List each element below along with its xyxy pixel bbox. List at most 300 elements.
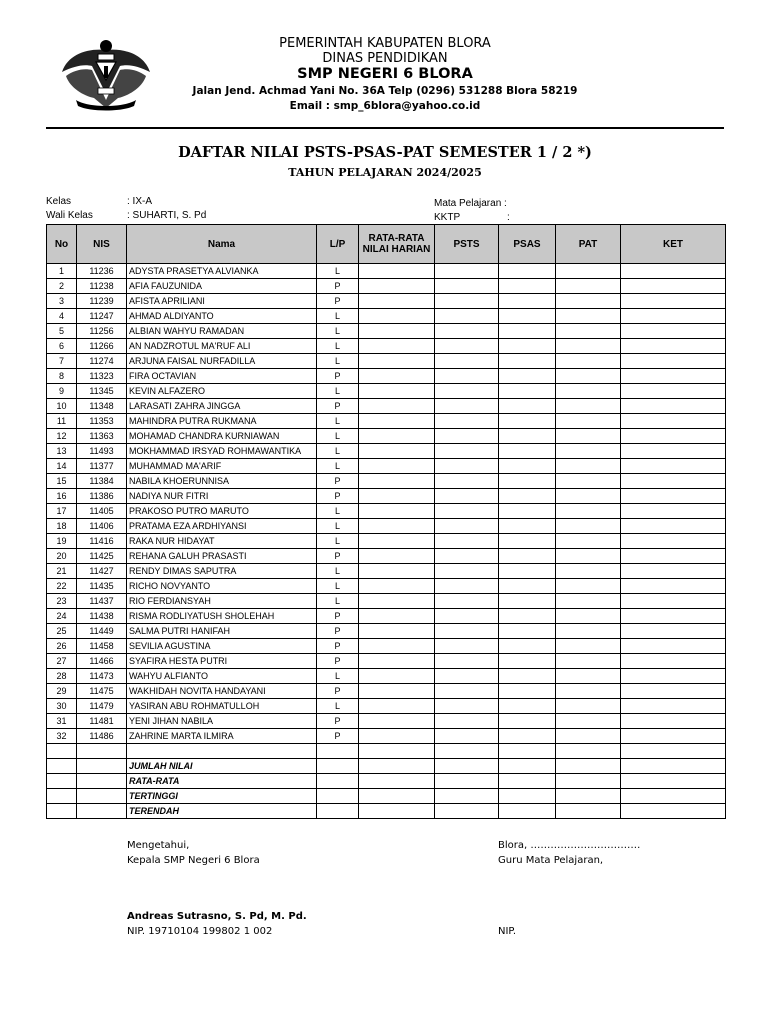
cell-nama: RIO FERDIANSYAH [127, 594, 317, 609]
cell-psts [435, 519, 499, 534]
cell-psts [435, 354, 499, 369]
cell-psas [499, 594, 556, 609]
cell-no [47, 744, 77, 759]
cell-psts [435, 594, 499, 609]
cell-psts [435, 459, 499, 474]
cell-pat [556, 579, 621, 594]
summary-label: TERENDAH [127, 804, 317, 819]
footer-principal-nip: NIP. 19710104 199802 1 002 [127, 926, 273, 937]
cell-no: 26 [47, 639, 77, 654]
cell-psas [499, 519, 556, 534]
footer-acknowledged: Mengetahui, [127, 840, 190, 851]
cell-rata-rata [359, 564, 435, 579]
cell-rata-rata [359, 339, 435, 354]
cell-no: 2 [47, 279, 77, 294]
cell-psts [435, 384, 499, 399]
table-row [47, 714, 726, 729]
cell-nama: WAHYU ALFIANTO [127, 669, 317, 684]
cell-no: 11 [47, 414, 77, 429]
cell-rata-rata [359, 459, 435, 474]
cell-pat [556, 699, 621, 714]
cell-lp: L [317, 339, 359, 354]
cell-ket [621, 549, 726, 564]
cell-nama: SALMA PUTRI HANIFAH [127, 624, 317, 639]
cell-ket [621, 309, 726, 324]
cell-rata-rata [359, 654, 435, 669]
cell-nis: 11384 [77, 474, 127, 489]
cell-nis: 11386 [77, 489, 127, 504]
cell-psts [435, 369, 499, 384]
cell-rata-rata [359, 744, 435, 759]
cell-psas [499, 759, 556, 774]
cell-ket [621, 564, 726, 579]
cell-nis: 11449 [77, 624, 127, 639]
cell-rata-rata [359, 684, 435, 699]
cell-ket [621, 759, 726, 774]
cell-pat [556, 264, 621, 279]
cell-lp: P [317, 294, 359, 309]
cell-pat [556, 729, 621, 744]
cell-psts [435, 624, 499, 639]
cell-nama: MOHAMAD CHANDRA KURNIAWAN [127, 429, 317, 444]
cell-nama: ADYSTA PRASETYA ALVIANKA [127, 264, 317, 279]
cell-no: 23 [47, 594, 77, 609]
cell-rata-rata [359, 444, 435, 459]
cell-nama: RICHO NOVYANTO [127, 579, 317, 594]
cell-psts [435, 339, 499, 354]
cell-ket [621, 264, 726, 279]
col-header-nama: Nama [127, 225, 317, 264]
cell-rata-rata [359, 279, 435, 294]
cell-no [47, 789, 77, 804]
cell-lp [317, 774, 359, 789]
cell-pat [556, 759, 621, 774]
cell-psas [499, 744, 556, 759]
cell-lp: P [317, 369, 359, 384]
cell-nama: AN NADZROTUL MA'RUF ALI [127, 339, 317, 354]
cell-rata-rata [359, 354, 435, 369]
cell-ket [621, 669, 726, 684]
table-row [47, 594, 726, 609]
cell-nis: 11239 [77, 294, 127, 309]
cell-rata-rata [359, 549, 435, 564]
cell-psas [499, 369, 556, 384]
cell-no: 27 [47, 654, 77, 669]
cell-no: 5 [47, 324, 77, 339]
cell-psas [499, 429, 556, 444]
cell-nis: 11473 [77, 669, 127, 684]
header-department: DINAS PENDIDIKAN [322, 51, 448, 66]
cell-nama: KEVIN ALFAZERO [127, 384, 317, 399]
cell-lp: P [317, 549, 359, 564]
cell-lp: P [317, 279, 359, 294]
cell-psas [499, 534, 556, 549]
cell-rata-rata [359, 414, 435, 429]
cell-rata-rata [359, 504, 435, 519]
cell-nama: PRAKOSO PUTRO MARUTO [127, 504, 317, 519]
cell-lp: L [317, 519, 359, 534]
cell-pat [556, 399, 621, 414]
cell-rata-rata [359, 264, 435, 279]
cell-pat [556, 354, 621, 369]
cell-psas [499, 609, 556, 624]
cell-nama [127, 744, 317, 759]
cell-ket [621, 789, 726, 804]
cell-psas [499, 624, 556, 639]
cell-nis: 11274 [77, 354, 127, 369]
cell-no: 28 [47, 669, 77, 684]
cell-rata-rata [359, 639, 435, 654]
cell-ket [621, 579, 726, 594]
kelas-label: Kelas [46, 196, 72, 207]
cell-pat [556, 534, 621, 549]
cell-rata-rata [359, 714, 435, 729]
cell-psas [499, 729, 556, 744]
cell-psts [435, 729, 499, 744]
col-header-pat: PAT [556, 225, 621, 264]
cell-lp: L [317, 669, 359, 684]
table-row [47, 459, 726, 474]
cell-psas [499, 309, 556, 324]
cell-ket [621, 654, 726, 669]
table-row [47, 504, 726, 519]
cell-no: 29 [47, 684, 77, 699]
cell-rata-rata [359, 324, 435, 339]
cell-pat [556, 594, 621, 609]
cell-psts [435, 474, 499, 489]
cell-ket [621, 294, 726, 309]
cell-pat [556, 429, 621, 444]
cell-no: 18 [47, 519, 77, 534]
cell-psas [499, 294, 556, 309]
cell-nama: MOKHAMMAD IRSYAD ROHMAWANTIKA [127, 444, 317, 459]
table-row [47, 384, 726, 399]
header-government: PEMERINTAH KABUPATEN BLORA [279, 36, 491, 51]
cell-no: 19 [47, 534, 77, 549]
cell-psas [499, 564, 556, 579]
cell-nama: AFIA FAUZUNIDA [127, 279, 317, 294]
cell-pat [556, 684, 621, 699]
cell-no: 32 [47, 729, 77, 744]
cell-ket [621, 489, 726, 504]
cell-psts [435, 429, 499, 444]
cell-ket [621, 684, 726, 699]
header-email: Email : smp_6blora@yahoo.co.id [289, 100, 481, 112]
cell-lp: P [317, 489, 359, 504]
cell-psas [499, 579, 556, 594]
cell-rata-rata [359, 759, 435, 774]
cell-no: 12 [47, 429, 77, 444]
cell-nama: REHANA GALUH PRASASTI [127, 549, 317, 564]
cell-ket [621, 699, 726, 714]
cell-pat [556, 504, 621, 519]
cell-rata-rata [359, 474, 435, 489]
cell-lp: L [317, 324, 359, 339]
cell-pat [556, 309, 621, 324]
cell-nis: 11363 [77, 429, 127, 444]
cell-pat [556, 369, 621, 384]
cell-nama: FIRA OCTAVIAN [127, 369, 317, 384]
cell-nama: NADIYA NUR FITRI [127, 489, 317, 504]
cell-psas [499, 459, 556, 474]
cell-pat [556, 774, 621, 789]
table-row [47, 414, 726, 429]
col-header-rata-rata: RATA-RATA NILAI HARIAN [359, 225, 435, 264]
cell-psts [435, 639, 499, 654]
cell-nis: 11438 [77, 609, 127, 624]
cell-nama: WAKHIDAH NOVITA HANDAYANI [127, 684, 317, 699]
cell-nama: YASIRAN ABU ROHMATULLOH [127, 699, 317, 714]
cell-rata-rata [359, 399, 435, 414]
cell-psts [435, 324, 499, 339]
cell-nis: 11247 [77, 309, 127, 324]
cell-lp: P [317, 639, 359, 654]
summary-label: RATA-RATA [127, 774, 317, 789]
cell-no: 21 [47, 564, 77, 579]
cell-pat [556, 489, 621, 504]
cell-nama: LARASATI ZAHRA JINGGA [127, 399, 317, 414]
col-header-nis: NIS [77, 225, 127, 264]
cell-pat [556, 474, 621, 489]
table-row [47, 429, 726, 444]
document-title: DAFTAR NILAI PSTS-PSAS-PAT SEMESTER 1 / 2 *) [178, 144, 592, 161]
table-row-blank [47, 744, 726, 759]
cell-nama: ARJUNA FAISAL NURFADILLA [127, 354, 317, 369]
wali-kelas-label: Wali Kelas [46, 210, 93, 221]
cell-no: 8 [47, 369, 77, 384]
cell-ket [621, 444, 726, 459]
table-row [47, 699, 726, 714]
summary-row [47, 804, 726, 819]
cell-psts [435, 489, 499, 504]
cell-nis: 11425 [77, 549, 127, 564]
cell-nis: 11486 [77, 729, 127, 744]
cell-psas [499, 669, 556, 684]
cell-rata-rata [359, 789, 435, 804]
table-row [47, 279, 726, 294]
cell-rata-rata [359, 384, 435, 399]
cell-nis: 11236 [77, 264, 127, 279]
cell-pat [556, 609, 621, 624]
cell-psas [499, 414, 556, 429]
cell-lp [317, 789, 359, 804]
cell-ket [621, 474, 726, 489]
footer-teacher-nip: NIP. [498, 926, 517, 937]
cell-nama: AHMAD ALDIYANTO [127, 309, 317, 324]
cell-lp: L [317, 534, 359, 549]
table-row [47, 339, 726, 354]
cell-ket [621, 519, 726, 534]
cell-nis: 11266 [77, 339, 127, 354]
cell-psas [499, 384, 556, 399]
cell-nama: ALBIAN WAHYU RAMADAN [127, 324, 317, 339]
document-subtitle: TAHUN PELAJARAN 2024/2025 [288, 166, 482, 179]
cell-nis: 11256 [77, 324, 127, 339]
cell-ket [621, 369, 726, 384]
cell-psas [499, 549, 556, 564]
cell-lp: L [317, 264, 359, 279]
cell-psas [499, 654, 556, 669]
table-row [47, 294, 726, 309]
cell-rata-rata [359, 519, 435, 534]
cell-psas [499, 279, 556, 294]
cell-rata-rata [359, 534, 435, 549]
cell-nis: 11479 [77, 699, 127, 714]
cell-nis: 11406 [77, 519, 127, 534]
mata-pelajaran-label: Mata Pelajaran : [434, 198, 507, 209]
cell-psas [499, 339, 556, 354]
cell-psts [435, 444, 499, 459]
cell-rata-rata [359, 369, 435, 384]
cell-no: 17 [47, 504, 77, 519]
cell-pat [556, 654, 621, 669]
col-header-ket: KET [621, 225, 726, 264]
cell-nama: RISMA RODLIYATUSH SHOLEHAH [127, 609, 317, 624]
cell-no [47, 804, 77, 819]
cell-rata-rata [359, 774, 435, 789]
cell-nis [77, 759, 127, 774]
cell-lp: P [317, 714, 359, 729]
cell-ket [621, 534, 726, 549]
cell-nama: PRATAMA EZA ARDHIYANSI [127, 519, 317, 534]
cell-psts [435, 504, 499, 519]
cell-psas [499, 264, 556, 279]
cell-no: 4 [47, 309, 77, 324]
cell-ket [621, 774, 726, 789]
cell-psts [435, 414, 499, 429]
cell-ket [621, 729, 726, 744]
cell-psas [499, 399, 556, 414]
cell-lp [317, 804, 359, 819]
cell-no: 9 [47, 384, 77, 399]
cell-pat [556, 414, 621, 429]
cell-pat [556, 444, 621, 459]
cell-ket [621, 459, 726, 474]
kktp-label: KKTP [434, 212, 461, 223]
cell-pat [556, 789, 621, 804]
cell-lp: L [317, 354, 359, 369]
cell-pat [556, 384, 621, 399]
cell-rata-rata [359, 429, 435, 444]
cell-ket [621, 714, 726, 729]
cell-lp: L [317, 414, 359, 429]
cell-no: 1 [47, 264, 77, 279]
table-row [47, 624, 726, 639]
table-row [47, 654, 726, 669]
table-row [47, 474, 726, 489]
cell-rata-rata [359, 669, 435, 684]
cell-nis: 11238 [77, 279, 127, 294]
cell-ket [621, 504, 726, 519]
cell-nis: 11353 [77, 414, 127, 429]
cell-psts [435, 609, 499, 624]
cell-ket [621, 639, 726, 654]
cell-pat [556, 624, 621, 639]
cell-pat [556, 714, 621, 729]
cell-nis: 11435 [77, 579, 127, 594]
table-row [47, 369, 726, 384]
cell-no: 25 [47, 624, 77, 639]
cell-psts [435, 759, 499, 774]
cell-no: 22 [47, 579, 77, 594]
cell-lp: L [317, 309, 359, 324]
cell-nis: 11475 [77, 684, 127, 699]
cell-lp [317, 744, 359, 759]
cell-lp: P [317, 399, 359, 414]
table-row [47, 549, 726, 564]
cell-lp: L [317, 564, 359, 579]
cell-no: 13 [47, 444, 77, 459]
cell-pat [556, 519, 621, 534]
cell-psas [499, 324, 556, 339]
cell-pat [556, 294, 621, 309]
cell-psts [435, 534, 499, 549]
cell-psts [435, 774, 499, 789]
cell-lp: P [317, 684, 359, 699]
cell-psas [499, 789, 556, 804]
col-header-psas: PSAS [499, 225, 556, 264]
col-header-psts: PSTS [435, 225, 499, 264]
cell-nama: SEVILIA AGUSTINA [127, 639, 317, 654]
cell-rata-rata [359, 699, 435, 714]
cell-lp: L [317, 384, 359, 399]
cell-psas [499, 714, 556, 729]
cell-no [47, 759, 77, 774]
cell-pat [556, 804, 621, 819]
cell-ket [621, 339, 726, 354]
cell-ket [621, 804, 726, 819]
cell-nis [77, 744, 127, 759]
table-row [47, 399, 726, 414]
cell-psts [435, 564, 499, 579]
cell-nis: 11427 [77, 564, 127, 579]
cell-rata-rata [359, 624, 435, 639]
table-row [47, 669, 726, 684]
cell-pat [556, 324, 621, 339]
col-header-no: No [47, 225, 77, 264]
table-row [47, 324, 726, 339]
cell-ket [621, 399, 726, 414]
kelas-value: : IX-A [127, 196, 153, 207]
cell-nis: 11458 [77, 639, 127, 654]
table-row [47, 729, 726, 744]
cell-lp: L [317, 429, 359, 444]
cell-ket [621, 354, 726, 369]
table-row [47, 534, 726, 549]
cell-no: 31 [47, 714, 77, 729]
summary-label: JUMLAH NILAI [127, 759, 317, 774]
cell-nis: 11466 [77, 654, 127, 669]
cell-psas [499, 639, 556, 654]
cell-nis: 11437 [77, 594, 127, 609]
cell-pat [556, 744, 621, 759]
table-row [47, 639, 726, 654]
table-row [47, 564, 726, 579]
cell-pat [556, 564, 621, 579]
summary-row [47, 774, 726, 789]
cell-nama: RENDY DIMAS SAPUTRA [127, 564, 317, 579]
cell-pat [556, 339, 621, 354]
table-row [47, 264, 726, 279]
table-row [47, 609, 726, 624]
cell-psts [435, 294, 499, 309]
cell-psts [435, 744, 499, 759]
table-row [47, 444, 726, 459]
cell-lp: L [317, 594, 359, 609]
table-row [47, 684, 726, 699]
cell-nis: 11377 [77, 459, 127, 474]
cell-nis: 11481 [77, 714, 127, 729]
